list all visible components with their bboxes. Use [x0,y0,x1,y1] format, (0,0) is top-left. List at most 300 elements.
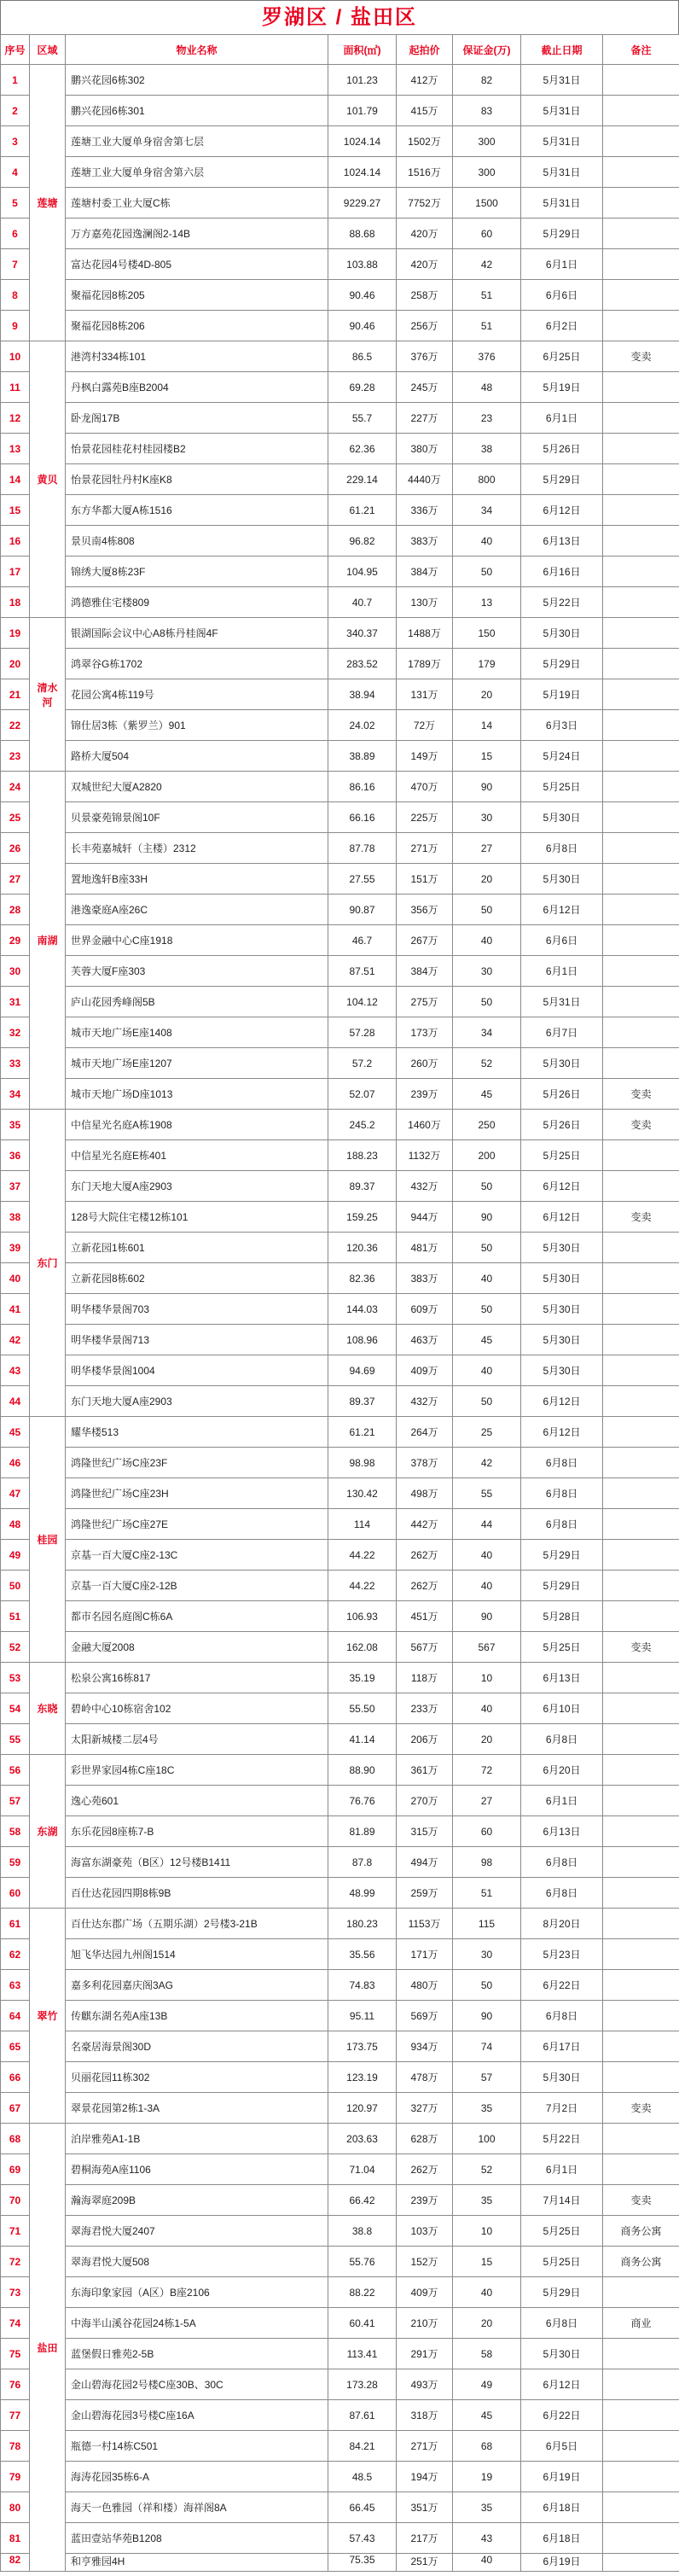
row-property-name: 聚福花园8栋206 [66,311,328,341]
table-row [1,2369,679,2400]
row-deposit: 10 [453,1663,521,1693]
row-deadline: 5月25日 [521,772,603,802]
header-deadline: 截止日期 [521,35,603,65]
row-start-price: 262万 [397,2154,453,2185]
row-deposit: 115 [453,1909,521,1939]
row-seq: 67 [1,2093,30,2124]
row-start-price: 225万 [397,802,453,833]
row-area: 162.08 [328,1632,397,1663]
row-area: 84.21 [328,2431,397,2462]
table-row [1,2154,679,2185]
row-property-name: 世界金融中心C座1918 [66,925,328,956]
table-row [1,2400,679,2431]
row-start-price: 351万 [397,2492,453,2523]
row-property-name: 海富东湖豪苑（B区）12号楼B1411 [66,1847,328,1878]
row-deposit: 58 [453,2339,521,2369]
row-start-price: 262万 [397,1571,453,1601]
row-start-price: 480万 [397,1970,453,2001]
row-property-name: 128号大院住宅楼12栋101 [66,1202,328,1233]
row-seq: 69 [1,2154,30,2185]
row-start-price: 258万 [397,280,453,311]
table-row [1,1786,679,1816]
row-start-price: 384万 [397,956,453,987]
table-row [1,1847,679,1878]
row-start-price: 118万 [397,1663,453,1693]
row-start-price: 171万 [397,1939,453,1970]
row-deadline: 5月25日 [521,1632,603,1663]
row-property-name: 莲塘工业大厦单身宿舍第七层 [66,126,328,157]
row-note [603,1140,679,1171]
row-seq: 34 [1,1079,30,1110]
row-start-price: 233万 [397,1693,453,1724]
row-deadline: 5月28日 [521,1601,603,1632]
row-area: 86.16 [328,772,397,802]
row-seq: 31 [1,987,30,1017]
row-deadline: 6月19日 [521,2554,603,2572]
row-note [603,65,679,96]
table-row [1,1970,679,2001]
row-seq: 48 [1,1509,30,1540]
row-seq: 77 [1,2400,30,2431]
row-seq: 63 [1,1970,30,2001]
row-deposit: 90 [453,2001,521,2031]
row-property-name: 路桥大厦504 [66,741,328,772]
row-area: 283.52 [328,649,397,679]
row-property-name: 旭飞华达园九州阁1514 [66,1939,328,1970]
row-area: 44.22 [328,1540,397,1571]
row-note [603,1540,679,1571]
district-cell: 黄贝 [30,341,66,618]
row-seq: 54 [1,1693,30,1724]
row-deposit: 51 [453,280,521,311]
header-area: 面积(㎡) [328,35,397,65]
table-row [1,587,679,618]
row-start-price: 494万 [397,1847,453,1878]
district-cell: 东晓 [30,1663,66,1755]
row-deposit: 800 [453,464,521,495]
row-deposit: 300 [453,126,521,157]
row-deadline: 6月1日 [521,1786,603,1816]
row-area: 87.61 [328,2400,397,2431]
row-seq: 37 [1,1171,30,1202]
row-deadline: 7月2日 [521,2093,603,2124]
row-deadline: 5月30日 [521,1233,603,1263]
row-deposit: 90 [453,1202,521,1233]
table-row [1,157,679,188]
row-seq: 81 [1,2523,30,2554]
row-area: 81.89 [328,1816,397,1847]
row-area: 86.5 [328,341,397,372]
row-property-name: 海涛花园35栋6-A [66,2462,328,2492]
row-seq: 32 [1,1017,30,1048]
row-seq: 21 [1,679,30,710]
row-seq: 22 [1,710,30,741]
row-deposit: 90 [453,772,521,802]
row-start-price: 944万 [397,1202,453,1233]
row-note [603,833,679,864]
table-row [1,1939,679,1970]
row-start-price: 383万 [397,1263,453,1294]
row-start-price: 270万 [397,1786,453,1816]
row-deadline: 8月20日 [521,1909,603,1939]
row-note [603,741,679,772]
table-row [1,1355,679,1386]
row-seq: 74 [1,2308,30,2339]
row-deposit: 40 [453,1571,521,1601]
row-start-price: 1460万 [397,1110,453,1140]
row-area: 76.76 [328,1786,397,1816]
row-deposit: 40 [453,2277,521,2308]
row-deadline: 6月5日 [521,2431,603,2462]
row-deposit: 35 [453,2492,521,2523]
row-area: 57.2 [328,1048,397,1079]
row-start-price: 210万 [397,2308,453,2339]
table-row [1,864,679,895]
row-seq: 16 [1,526,30,557]
row-deadline: 6月3日 [521,710,603,741]
row-start-price: 194万 [397,2462,453,2492]
row-start-price: 131万 [397,679,453,710]
row-deposit: 30 [453,956,521,987]
row-deadline: 5月30日 [521,2339,603,2369]
table-row [1,2339,679,2369]
district-cell: 南湖 [30,772,66,1110]
row-property-name: 鸿翠谷G栋1702 [66,649,328,679]
row-property-name: 花园公寓4栋119号 [66,679,328,710]
row-deposit: 100 [453,2124,521,2154]
row-start-price: 7752万 [397,188,453,219]
row-deposit: 34 [453,1017,521,1048]
row-deposit: 35 [453,2093,521,2124]
row-property-name: 港湾村334栋101 [66,341,328,372]
row-note [603,2462,679,2492]
row-property-name: 彩世界家园4栋C座18C [66,1755,328,1786]
row-property-name: 怡景花园牡丹村K座K8 [66,464,328,495]
row-start-price: 569万 [397,2001,453,2031]
row-deposit: 30 [453,802,521,833]
row-seq: 55 [1,1724,30,1755]
row-deadline: 5月31日 [521,96,603,126]
row-property-name: 东方华都大厦A栋1516 [66,495,328,526]
row-deposit: 42 [453,1448,521,1478]
row-deposit: 50 [453,1233,521,1263]
row-area: 89.37 [328,1386,397,1417]
row-note: 商务公寓 [603,2216,679,2247]
row-start-price: 380万 [397,434,453,464]
row-note: 变卖 [603,1202,679,1233]
row-seq: 38 [1,1202,30,1233]
row-note [603,1847,679,1878]
row-seq: 79 [1,2462,30,2492]
row-deadline: 5月30日 [521,1263,603,1294]
row-start-price: 451万 [397,1601,453,1632]
row-deposit: 19 [453,2462,521,2492]
row-deposit: 45 [453,1079,521,1110]
row-deposit: 14 [453,710,521,741]
row-deadline: 6月8日 [521,1724,603,1755]
row-note: 变卖 [603,2185,679,2216]
row-note [603,434,679,464]
table-row [1,987,679,1017]
row-seq: 56 [1,1755,30,1786]
table-row [1,126,679,157]
table-row [1,1478,679,1509]
row-start-price: 478万 [397,2062,453,2093]
row-seq: 24 [1,772,30,802]
row-seq: 59 [1,1847,30,1878]
row-seq: 71 [1,2216,30,2247]
row-property-name: 名豪居海景阁30D [66,2031,328,2062]
table-row [1,1171,679,1202]
row-deadline: 5月29日 [521,649,603,679]
table-row [1,2216,679,2247]
table-row [1,1724,679,1755]
row-seq: 1 [1,65,30,96]
row-seq: 29 [1,925,30,956]
row-seq: 78 [1,2431,30,2462]
row-deadline: 5月31日 [521,157,603,188]
row-start-price: 259万 [397,1878,453,1909]
header-deposit: 保证金(万) [453,35,521,65]
row-start-price: 264万 [397,1417,453,1448]
row-start-price: 173万 [397,1017,453,1048]
row-note: 变卖 [603,2093,679,2124]
row-deadline: 6月1日 [521,403,603,434]
row-seq: 52 [1,1632,30,1663]
row-deposit: 179 [453,649,521,679]
row-deadline: 5月19日 [521,679,603,710]
row-deadline: 6月12日 [521,1171,603,1202]
row-property-name: 锦绣大厦8栋23F [66,557,328,587]
row-deadline: 6月12日 [521,1417,603,1448]
row-property-name: 京基一百大厦C座2-13C [66,1540,328,1571]
row-deposit: 49 [453,2369,521,2400]
row-start-price: 934万 [397,2031,453,2062]
table-row [1,434,679,464]
row-deadline: 6月22日 [521,1970,603,2001]
row-deposit: 40 [453,1693,521,1724]
table-row [1,1386,679,1417]
row-area: 35.19 [328,1663,397,1693]
row-seq: 2 [1,96,30,126]
row-property-name: 立新花园8栋602 [66,1263,328,1294]
table-row [1,679,679,710]
table-row [1,2462,679,2492]
table-row [1,1571,679,1601]
row-deadline: 5月26日 [521,1079,603,1110]
table-row [1,96,679,126]
row-deadline: 5月31日 [521,188,603,219]
row-start-price: 271万 [397,833,453,864]
row-area: 245.2 [328,1110,397,1140]
row-seq: 58 [1,1816,30,1847]
row-deposit: 50 [453,895,521,925]
row-deposit: 40 [453,526,521,557]
row-area: 66.42 [328,2185,397,2216]
row-area: 71.04 [328,2154,397,2185]
table-row [1,1233,679,1263]
row-note [603,2369,679,2400]
row-start-price: 245万 [397,372,453,403]
row-deposit: 567 [453,1632,521,1663]
header-property-name: 物业名称 [66,35,328,65]
header-start-price: 起拍价 [397,35,453,65]
row-property-name: 瀚海翠庭209B [66,2185,328,2216]
row-note [603,188,679,219]
row-property-name: 东门天地大厦A座2903 [66,1171,328,1202]
row-area: 38.94 [328,679,397,710]
row-deadline: 5月24日 [521,741,603,772]
row-start-price: 409万 [397,2277,453,2308]
row-area: 82.36 [328,1263,397,1294]
row-note [603,2523,679,2554]
table-row [1,1755,679,1786]
row-property-name: 立新花园1栋601 [66,1233,328,1263]
row-property-name: 庐山花园秀峰阁5B [66,987,328,1017]
row-area: 120.36 [328,1233,397,1263]
row-seq: 76 [1,2369,30,2400]
table-row [1,495,679,526]
row-area: 144.03 [328,1294,397,1325]
table-row [1,1448,679,1478]
row-note [603,96,679,126]
row-note [603,2431,679,2462]
row-seq: 70 [1,2185,30,2216]
row-seq: 50 [1,1571,30,1601]
row-property-name: 鹏兴花园6栋301 [66,96,328,126]
row-seq: 44 [1,1386,30,1417]
row-area: 101.79 [328,96,397,126]
row-property-name: 富达花园4号楼4D-805 [66,249,328,280]
row-start-price: 152万 [397,2247,453,2277]
row-area: 66.16 [328,802,397,833]
row-start-price: 493万 [397,2369,453,2400]
table-row [1,2554,679,2572]
row-note: 变卖 [603,1632,679,1663]
table-row [1,1816,679,1847]
row-deposit: 20 [453,679,521,710]
table-row [1,1663,679,1693]
row-area: 41.14 [328,1724,397,1755]
row-start-price: 420万 [397,249,453,280]
row-deadline: 6月8日 [521,833,603,864]
row-deposit: 45 [453,1325,521,1355]
row-deadline: 6月12日 [521,1202,603,1233]
row-property-name: 鸿隆世纪广场C座27E [66,1509,328,1540]
row-deposit: 74 [453,2031,521,2062]
row-seq: 27 [1,864,30,895]
row-deadline: 6月20日 [521,1755,603,1786]
row-area: 90.87 [328,895,397,925]
row-note: 变卖 [603,1110,679,1140]
row-seq: 64 [1,2001,30,2031]
table-row [1,2031,679,2062]
row-property-name: 莲塘工业大厦单身宿舍第六层 [66,157,328,188]
row-area: 89.37 [328,1171,397,1202]
row-area: 103.88 [328,249,397,280]
table-row [1,833,679,864]
row-note [603,1939,679,1970]
row-seq: 23 [1,741,30,772]
row-note: 变卖 [603,1079,679,1110]
row-note [603,1724,679,1755]
row-note [603,1571,679,1601]
row-area: 96.82 [328,526,397,557]
table-row [1,464,679,495]
row-area: 48.5 [328,2462,397,2492]
row-area: 159.25 [328,1202,397,1233]
row-property-name: 金融大厦2008 [66,1632,328,1663]
row-deadline: 5月25日 [521,2247,603,2277]
row-area: 57.28 [328,1017,397,1048]
district-cell: 盐田 [30,2124,66,2572]
row-deposit: 27 [453,1786,521,1816]
row-start-price: 251万 [397,2554,453,2572]
row-seq: 5 [1,188,30,219]
row-deposit: 44 [453,1509,521,1540]
row-property-name: 芙蓉大厦F座303 [66,956,328,987]
row-note [603,1909,679,1939]
row-seq: 75 [1,2339,30,2369]
row-deadline: 6月8日 [521,1878,603,1909]
row-deadline: 6月16日 [521,557,603,587]
row-property-name: 锦仕居3栋（紫罗兰）901 [66,710,328,741]
row-note [603,311,679,341]
row-seq: 13 [1,434,30,464]
row-deposit: 27 [453,833,521,864]
row-area: 180.23 [328,1909,397,1939]
row-start-price: 498万 [397,1478,453,1509]
row-property-name: 金山碧海花园3号楼C座16A [66,2400,328,2431]
row-note [603,956,679,987]
row-property-name: 鸿隆世纪广场C座23H [66,1478,328,1509]
row-deadline: 6月2日 [521,311,603,341]
row-start-price: 432万 [397,1386,453,1417]
row-property-name: 碧岭中心10栋宿舍102 [66,1693,328,1724]
row-deadline: 6月13日 [521,526,603,557]
row-area: 130.42 [328,1478,397,1509]
row-deposit: 50 [453,1294,521,1325]
table-row [1,618,679,649]
table-row [1,1048,679,1079]
table-row [1,1909,679,1939]
row-property-name: 中信星光名庭A栋1908 [66,1110,328,1140]
row-deposit: 23 [453,403,521,434]
row-note [603,864,679,895]
table-row [1,372,679,403]
row-property-name: 翠海君悦大厦508 [66,2247,328,2277]
row-area: 1024.14 [328,157,397,188]
row-property-name: 中信星光名庭E栋401 [66,1140,328,1171]
row-note [603,1755,679,1786]
row-note [603,987,679,1017]
row-property-name: 耀华楼513 [66,1417,328,1448]
row-area: 46.7 [328,925,397,956]
row-area: 35.56 [328,1939,397,1970]
row-seq: 72 [1,2247,30,2277]
district-cell: 莲塘 [30,65,66,341]
row-note [603,2062,679,2093]
row-area: 98.98 [328,1448,397,1478]
row-area: 87.8 [328,1847,397,1878]
row-area: 87.51 [328,956,397,987]
row-seq: 51 [1,1601,30,1632]
row-start-price: 151万 [397,864,453,895]
row-deadline: 6月25日 [521,341,603,372]
row-deadline: 5月25日 [521,2216,603,2247]
row-note [603,772,679,802]
row-deposit: 98 [453,1847,521,1878]
